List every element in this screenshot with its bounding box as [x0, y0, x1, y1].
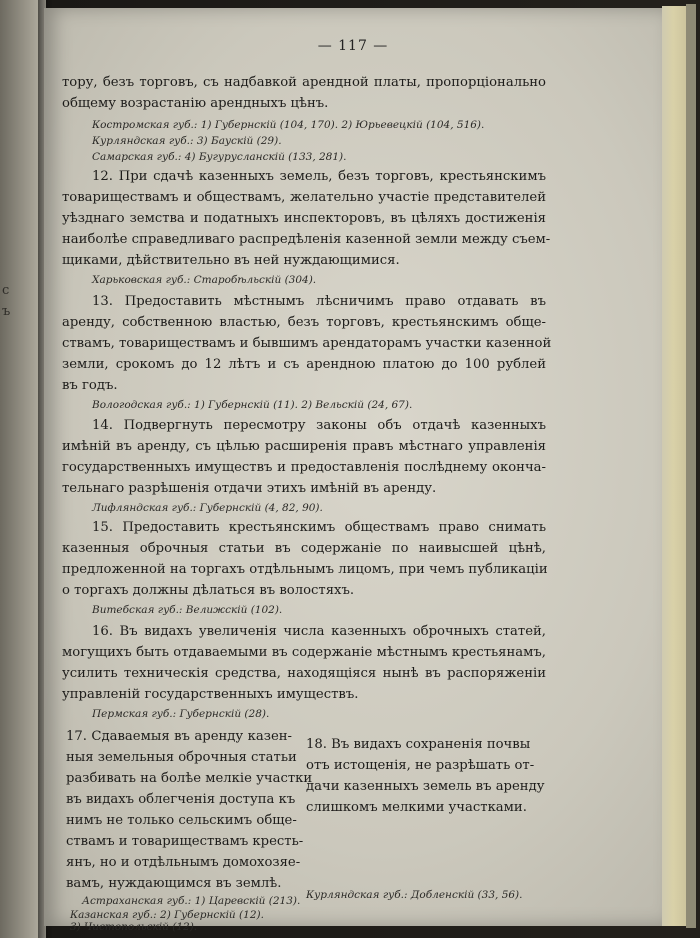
text-line: аренду, собственною властью, безъ торговъ, крестьянскимъ обще-	[62, 315, 546, 330]
source-ref: Костромская губ.: 1) Губернскій (104, 170). 2) Юрьевецкій (104, 516).	[92, 119, 485, 131]
text-line: 14. Подвергнуть пересмотру законы объ отдачѣ казенныхъ	[92, 418, 546, 433]
text-line: наиболѣе справедливаго распредѣленія казенной земли между съем-	[62, 232, 551, 247]
text-line: тору, безъ торговъ, съ надбавкой арендной платы, пропорціонально	[62, 75, 546, 90]
text-line: вамъ, нуждающимся въ землѣ.	[66, 876, 282, 891]
text-line: слишкомъ мелкими участками.	[306, 800, 527, 815]
text-line: имѣній въ аренду, съ цѣлью расширенія правъ мѣстнаго управленія	[62, 439, 546, 454]
text-line: земли, срокомъ до 12 лѣтъ и съ арендною платою до 100 рублей	[62, 357, 546, 372]
text-line: 12. При сдачѣ казенныхъ земель, безъ торговъ, крестьянскимъ	[92, 169, 546, 184]
text-line: щиками, дѣйствительно въ ней нуждающимися.	[62, 253, 400, 268]
source-ref: Курляндская губ.: 3) Баускій (29).	[92, 135, 282, 147]
left-page-fragment: c	[2, 283, 10, 298]
text-line: разбивать на болѣе мелкіе участки	[66, 771, 313, 786]
text-line: въ годъ.	[62, 378, 118, 393]
paragraph-15	[62, 517, 546, 601]
text-line: предложенной на торгахъ отдѣльнымъ лицомъ, при чемъ публикаціи	[62, 562, 548, 577]
text-line: 15. Предоставить крестьянскимъ обществамъ право снимать	[92, 520, 546, 535]
page-number: — 117 —	[317, 38, 389, 54]
text-line: въ видахъ облегченія доступа къ	[66, 792, 296, 807]
text-line: дачи казенныхъ земель въ аренду	[306, 779, 545, 794]
text-line: 18. Въ видахъ сохраненія почвы	[306, 737, 531, 752]
text-line: ствамъ, товариществамъ и бывшимъ арендаторамъ участки казенной	[62, 336, 552, 351]
source-ref: Казанская губ.: 2) Губернскій (12).	[70, 909, 264, 921]
source-ref: Астраханская губ.: 1) Царевскій (213).	[82, 895, 301, 907]
text-line: 16. Въ видахъ увеличенія числа казенныхъ оброчныхъ статей,	[92, 624, 546, 639]
text-line: 17. Сдаваемыя въ аренду казен-	[66, 729, 292, 744]
book-cover-edge	[686, 4, 696, 928]
paragraph-12	[62, 166, 551, 271]
text-line: янъ, но и отдѣльнымъ домохозяе-	[66, 855, 301, 870]
source-ref: 3) Чистопольскій (12).	[70, 921, 198, 933]
text-line: усилить техническія средства, находящіяся нынѣ въ распоряженіи	[62, 666, 546, 681]
text-line: казенныя оброчныя статьи въ содержаніе по наивысшей цѣнѣ,	[62, 541, 546, 556]
paragraph-14	[62, 415, 546, 499]
source-ref: Курляндская губ.: Добленскій (33, 56).	[306, 889, 523, 901]
source-ref: Самарская губ.: 4) Бугурусланскій (133, 281).	[92, 151, 347, 163]
text-line: могущихъ быть отдаваемыми въ содержаніе мѣстнымъ крестьянамъ,	[62, 645, 546, 660]
intro-paragraph	[62, 72, 546, 114]
text-line: общему возрастанію арендныхъ цѣнъ.	[62, 96, 329, 111]
source-ref: Харьковская губ.: Старобѣльскій (304).	[92, 274, 317, 286]
paragraph-17	[66, 726, 313, 894]
text-line: государственныхъ имуществъ и предоставленія послѣднему оконча-	[62, 460, 546, 475]
text-line: уѣзднаго земства и податныхъ инспекторовъ, въ цѣляхъ достиженія	[62, 211, 546, 226]
source-ref: Пермская губ.: Губернскій (28).	[92, 708, 270, 720]
book-page	[44, 8, 662, 933]
source-ref: Вологодская губ.: 1) Губернскій (11). 2) Вельскій (24, 67).	[92, 399, 413, 411]
text-line: нимъ не только сельскимъ обще-	[66, 813, 297, 828]
paragraph-16	[62, 621, 546, 705]
paragraph-18	[306, 734, 545, 818]
text-line: ствамъ и товариществамъ кресть-	[66, 834, 304, 849]
source-ref: Витебская губ.: Велижскій (102).	[92, 604, 283, 616]
text-line: товариществамъ и обществамъ, желательно участіе представителей	[62, 190, 546, 205]
text-line: отъ истощенія, не разрѣшать от-	[306, 758, 535, 773]
text-line: о торгахъ должны дѣлаться въ волостяхъ.	[62, 583, 355, 598]
paragraph-13	[62, 291, 552, 396]
text-line: ныя земельныя оброчныя статьи	[66, 750, 297, 765]
source-ref: Лифляндская губ.: Губернскій (4, 82, 90).	[92, 502, 323, 514]
text-line: управленій государственныхъ имуществъ.	[62, 687, 359, 702]
left-page-fragment: ъ	[2, 304, 11, 319]
text-line: 13. Предоставить мѣстнымъ лѣсничимъ право отдавать въ	[92, 294, 546, 309]
text-line: тельнаго разрѣшенія отдачи этихъ имѣній въ аренду.	[62, 481, 437, 496]
